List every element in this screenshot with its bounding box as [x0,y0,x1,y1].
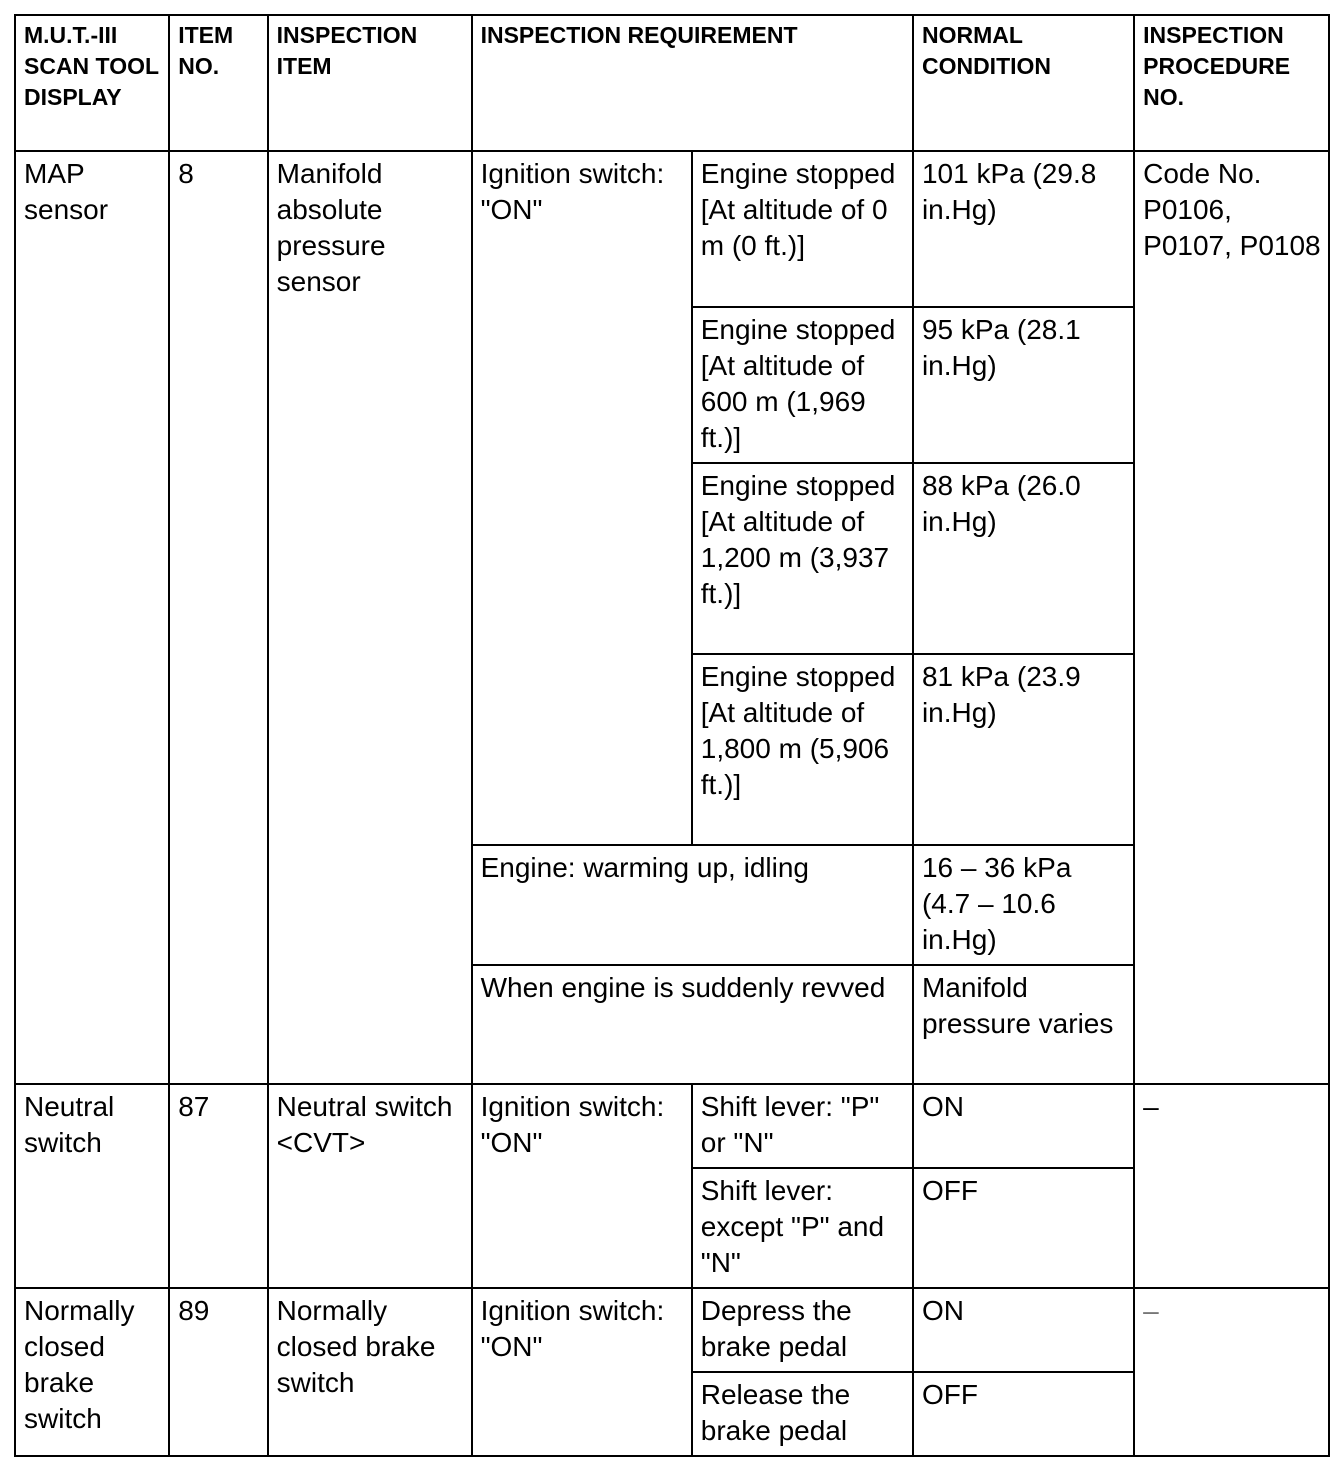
brake-normal-cell: OFF [913,1372,1134,1456]
neutral-normal-cell: ON [913,1084,1134,1168]
map-revved-normal-cell: Manifold pressure varies [913,965,1134,1084]
neutral-procedure-cell: – [1134,1084,1329,1288]
brake-item-no-cell: 89 [169,1288,267,1456]
neutral-display-cell: Neutral switch [15,1084,169,1288]
inspection-table [14,14,1330,1457]
map-normal-cell: 95 kPa (28.1 in.Hg) [913,307,1134,463]
header-normal-condition: NORMAL CONDITION [913,15,1134,151]
map-idle-normal-cell: 16 – 36 kPa (4.7 – 10.6 in.Hg) [913,845,1134,965]
brake-procedure-cell: – [1134,1288,1329,1456]
neutral-ignition-cell: Ignition switch: "ON" [472,1084,692,1288]
table-row [15,151,1329,307]
map-item-cell: Manifold absolute pressure sensor [268,151,472,1084]
map-normal-cell: 88 kPa (26.0 in.Hg) [913,463,1134,654]
table-row [15,1084,1329,1168]
neutral-item-cell: Neutral switch <CVT> [268,1084,472,1288]
brake-display-cell: Normally closed brake switch [15,1288,169,1456]
header-inspection-item: INSPECTION ITEM [268,15,472,151]
map-condition-cell: Engine stopped [At altitude of 1,800 m (5,906 ft.)] [692,654,913,845]
header-row [15,15,1329,151]
map-idle-requirement-cell: Engine: warming up, idling [472,845,913,965]
map-ignition-cell: Ignition switch: "ON" [472,151,692,845]
map-condition-cell: Engine stopped [At altitude of 1,200 m (3,937 ft.)] [692,463,913,654]
map-procedure-cell: Code No. P0106, P0107, P0108 [1134,151,1329,1084]
brake-item-cell: Normally closed brake switch [268,1288,472,1456]
header-procedure-no: INSPECTION PROCEDURE NO. [1134,15,1329,151]
header-item-no: ITEM NO. [169,15,267,151]
map-item-no-cell: 8 [169,151,267,1084]
brake-condition-cell: Release the brake pedal [692,1372,913,1456]
map-condition-cell: Engine stopped [At altitude of 600 m (1,969 ft.)] [692,307,913,463]
map-condition-cell: Engine stopped [At altitude of 0 m (0 ft.)] [692,151,913,307]
neutral-condition-cell: Shift lever: "P" or "N" [692,1084,913,1168]
neutral-item-no-cell: 87 [169,1084,267,1288]
header-inspection-requirement: INSPECTION REQUIREMENT [472,15,913,151]
brake-normal-cell: ON [913,1288,1134,1372]
map-display-cell: MAP sensor [15,151,169,1084]
map-revved-requirement-cell: When engine is suddenly revved [472,965,913,1084]
table-row [15,1288,1329,1372]
map-normal-cell: 81 kPa (23.9 in.Hg) [913,654,1134,845]
neutral-condition-cell: Shift lever: except "P" and "N" [692,1168,913,1288]
map-normal-cell: 101 kPa (29.8 in.Hg) [913,151,1134,307]
neutral-normal-cell: OFF [913,1168,1134,1288]
header-scan-tool-display: M.U.T.-III SCAN TOOL DISPLAY [15,15,169,151]
brake-condition-cell: Depress the brake pedal [692,1288,913,1372]
brake-ignition-cell: Ignition switch: "ON" [472,1288,692,1456]
